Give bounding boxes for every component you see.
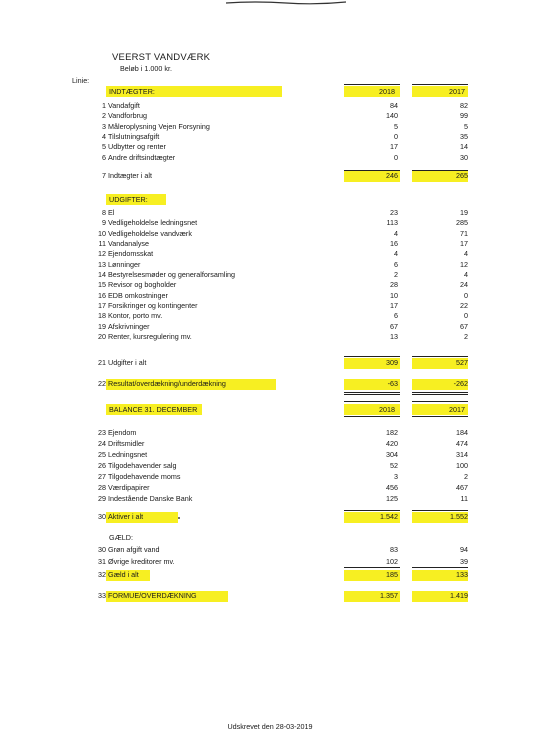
line-number: 30 [98,512,106,521]
value-2018: 83 [390,545,398,554]
value-2018: 67 [390,321,398,331]
line-number: 22 [98,379,106,388]
value-2018: 113 [386,218,398,228]
balance-row [0,472,540,482]
value-2017: 19 [460,208,468,217]
value-2017: 2 [464,331,468,341]
value-2017: 314 [456,450,468,459]
value-2017: 39 [460,557,468,566]
expense-row [0,301,540,311]
balance-bottom-rule-1 [344,416,400,417]
value-2017: 22 [460,300,468,310]
income-header-year1: 2018 [379,87,395,96]
value-2018: 3 [394,472,398,481]
line-number: 25 [98,450,106,459]
line-number: 1 [102,101,106,110]
line-number: 30 [98,545,106,554]
result-rule-1a [344,392,400,393]
value-2018: 309 [386,358,398,367]
line-number: 17 [98,300,106,310]
line-number: 4 [102,131,106,141]
line-label: Tilslutningsafgift [108,131,160,141]
result-rule-2a [412,392,468,393]
value-2018: 5 [394,121,398,131]
expense-row [0,332,540,342]
value-2017: 184 [456,428,468,437]
line-number: 28 [98,483,106,492]
value-2018: 102 [386,557,398,566]
value-2017: 12 [460,259,468,269]
expense-row [0,322,540,332]
result-row [0,379,540,389]
value-2017: 0 [464,290,468,300]
line-label: Resultat/overdækning/underdækning [108,379,226,388]
value-2017: 5 [464,121,468,131]
line-label: Indtægter i alt [108,171,152,180]
value-2017: 265 [456,171,468,180]
value-2017: 285 [456,218,468,228]
value-2017: 527 [456,358,468,367]
document-subtitle: Beløb i 1.000 kr. [120,64,172,73]
value-2018: 0 [394,131,398,141]
line-label: Tilgodehavender salg [108,461,177,470]
line-number: 20 [98,331,106,341]
line-number: 3 [102,121,106,131]
value-2018: 17 [390,300,398,310]
scan-artifact [226,0,346,6]
income-row [0,101,540,111]
income-row [0,111,540,121]
value-2017: 71 [460,228,468,238]
value-2017: 24 [460,280,468,290]
value-2017: 17 [460,238,468,248]
expense-row [0,280,540,290]
value-2018: 6 [394,311,398,321]
value-2018: 0 [394,152,398,162]
income-row [0,122,540,132]
linie-label: Linie: [72,76,90,85]
value-2018: 2 [394,269,398,279]
value-2017: 100 [456,461,468,470]
line-label: Afskrivninger [108,321,150,331]
expense-row [0,291,540,301]
line-number: 8 [102,208,106,217]
value-2018: 246 [386,171,398,180]
line-label: Øvrige kreditorer mv. [108,557,175,566]
result-rule-2b [412,394,468,395]
balance-bottom-rule-2 [412,416,468,417]
balance-header-label: BALANCE 31. DECEMBER [109,405,198,414]
income-top-rule-2 [412,84,468,85]
line-number: 21 [98,358,106,367]
value-2017: 0 [464,311,468,321]
expense-row [0,208,540,218]
line-label: Andre driftsindtægter [108,152,176,162]
line-number: 29 [98,494,106,503]
line-label: Værdipapirer [108,483,150,492]
line-number: 14 [98,269,106,279]
line-number: 24 [98,439,106,448]
expense-row [0,239,540,249]
value-2018: 140 [386,111,398,121]
balance-row [0,483,540,493]
line-number: 16 [98,290,106,300]
balance-header-year2: 2017 [449,405,465,414]
scan-speck [178,517,180,519]
line-label: FORMUE/OVERDÆKNING [108,591,197,600]
income-top-rule-1 [344,84,400,85]
balance-row [0,461,540,471]
line-label: Forsikringer og kontingenter [108,300,198,310]
value-2018: 23 [390,208,398,217]
value-2017: 4 [464,249,468,259]
line-label: El [108,208,115,217]
value-2018: 304 [386,450,398,459]
equity-row [0,591,540,601]
expense-row [0,249,540,259]
line-label: Ejendomsskat [108,249,154,259]
expense-sum-rule-1 [344,356,400,357]
balance-header-year1: 2018 [379,405,395,414]
print-date: Udskrevet den 28-03-2019 [227,722,313,731]
line-label: Kontor, porto mv. [108,311,163,321]
line-number: 2 [102,111,106,121]
value-2017: 67 [460,321,468,331]
value-2017: 82 [460,101,468,110]
line-label: Vandafgift [108,101,140,110]
balance-top-rule-1 [344,401,400,402]
line-label: Grøn afgift vand [108,545,160,554]
line-number: 32 [98,570,106,579]
value-2017: 1.419 [450,591,468,600]
value-2018: 17 [390,142,398,152]
balance-row [0,439,540,449]
expense-sum-rule-2 [412,356,468,357]
debt-sum-rule-1 [344,567,400,568]
value-2018: 4 [394,228,398,238]
value-2017: 35 [460,131,468,141]
expense-row [0,260,540,270]
debt-header: GÆLD: [109,533,133,542]
line-number: 23 [98,428,106,437]
line-number: 26 [98,461,106,470]
line-label: Indestående Danske Bank [108,494,193,503]
value-2018: -63 [387,379,398,388]
balance-top-rule-2 [412,401,468,402]
value-2017: 94 [460,545,468,554]
line-number: 18 [98,311,106,321]
line-number: 6 [102,152,106,162]
value-2017: 11 [460,494,468,503]
value-2017: 4 [464,269,468,279]
value-2017: 467 [456,483,468,492]
value-2017: 99 [460,111,468,121]
income-total-row [0,171,540,181]
line-number: 10 [98,228,106,238]
line-label: Udgifter i alt [108,358,147,367]
value-2018: 52 [390,461,398,470]
line-number: 9 [102,218,106,228]
income-header-year2: 2017 [449,87,465,96]
line-number: 11 [98,238,106,248]
balance-row [0,494,540,504]
line-label: Tilgodehavende moms [108,472,181,481]
value-2018: 16 [390,238,398,248]
line-number: 13 [98,259,106,269]
debt-row [0,557,540,567]
value-2018: 185 [386,570,398,579]
assets-sum-rule-1 [344,510,400,511]
value-2017: 2 [464,472,468,481]
line-label: Vedligeholdelse vandværk [108,228,192,238]
expense-row [0,218,540,228]
line-label: Måleroplysning Vejen Forsyning [108,121,210,131]
line-label: Renter, kursregulering mv. [108,331,192,341]
value-2017: 474 [456,439,468,448]
line-label: Udbytter og renter [108,142,166,152]
line-number: 19 [98,321,106,331]
value-2018: 4 [394,249,398,259]
line-number: 12 [98,249,106,259]
value-2017: 1.552 [450,512,468,521]
line-number: 27 [98,472,106,481]
line-number: 7 [102,171,106,180]
value-2018: 1.542 [380,512,398,521]
line-label: Revisor og bogholder [108,280,177,290]
assets-sum-rule-2 [412,510,468,511]
value-2018: 1.357 [380,591,398,600]
debt-total-row [0,570,540,580]
value-2018: 6 [394,259,398,269]
document-title: VEERST VANDVÆRK [112,52,211,63]
income-row [0,153,540,163]
value-2018: 13 [390,331,398,341]
income-row [0,142,540,152]
line-label: Vedligeholdelse ledningsnet [108,218,198,228]
line-number: 15 [98,280,106,290]
expense-row [0,229,540,239]
income-header-label: INDTÆGTER: [109,87,155,96]
line-label: Vandanalyse [108,238,150,248]
result-rule-1b [344,394,400,395]
value-2017: 14 [460,142,468,152]
line-label: Lønninger [108,259,141,269]
value-2017: 30 [460,152,468,162]
expense-row [0,270,540,280]
line-label: Vandforbrug [108,111,148,121]
line-label: Gæld i alt [108,570,139,579]
value-2018: 456 [386,483,398,492]
line-label: Driftsmidler [108,439,145,448]
income-row [0,132,540,142]
debt-row [0,545,540,555]
expenses-header-label: UDGIFTER: [109,195,148,204]
value-2017: -262 [453,379,468,388]
line-number: 31 [98,557,106,566]
value-2018: 125 [386,494,398,503]
balance-row [0,428,540,438]
value-2018: 420 [386,439,398,448]
balance-row [0,450,540,460]
line-number: 5 [102,142,106,152]
line-label: Ledningsnet [108,450,148,459]
expense-total-row [0,358,540,368]
line-number: 33 [98,591,106,600]
line-label: Ejendom [108,428,137,437]
value-2018: 28 [390,280,398,290]
assets-total-row [0,512,540,522]
line-label: Aktiver i alt [108,512,144,521]
line-label: EDB omkostninger [108,290,168,300]
expense-row [0,311,540,321]
line-label: Bestyrelsesmøder og generalforsamling [108,269,236,279]
debt-sum-rule-2 [412,567,468,568]
value-2018: 182 [386,428,398,437]
value-2018: 84 [390,101,398,110]
value-2017: 133 [456,570,468,579]
value-2018: 10 [390,290,398,300]
